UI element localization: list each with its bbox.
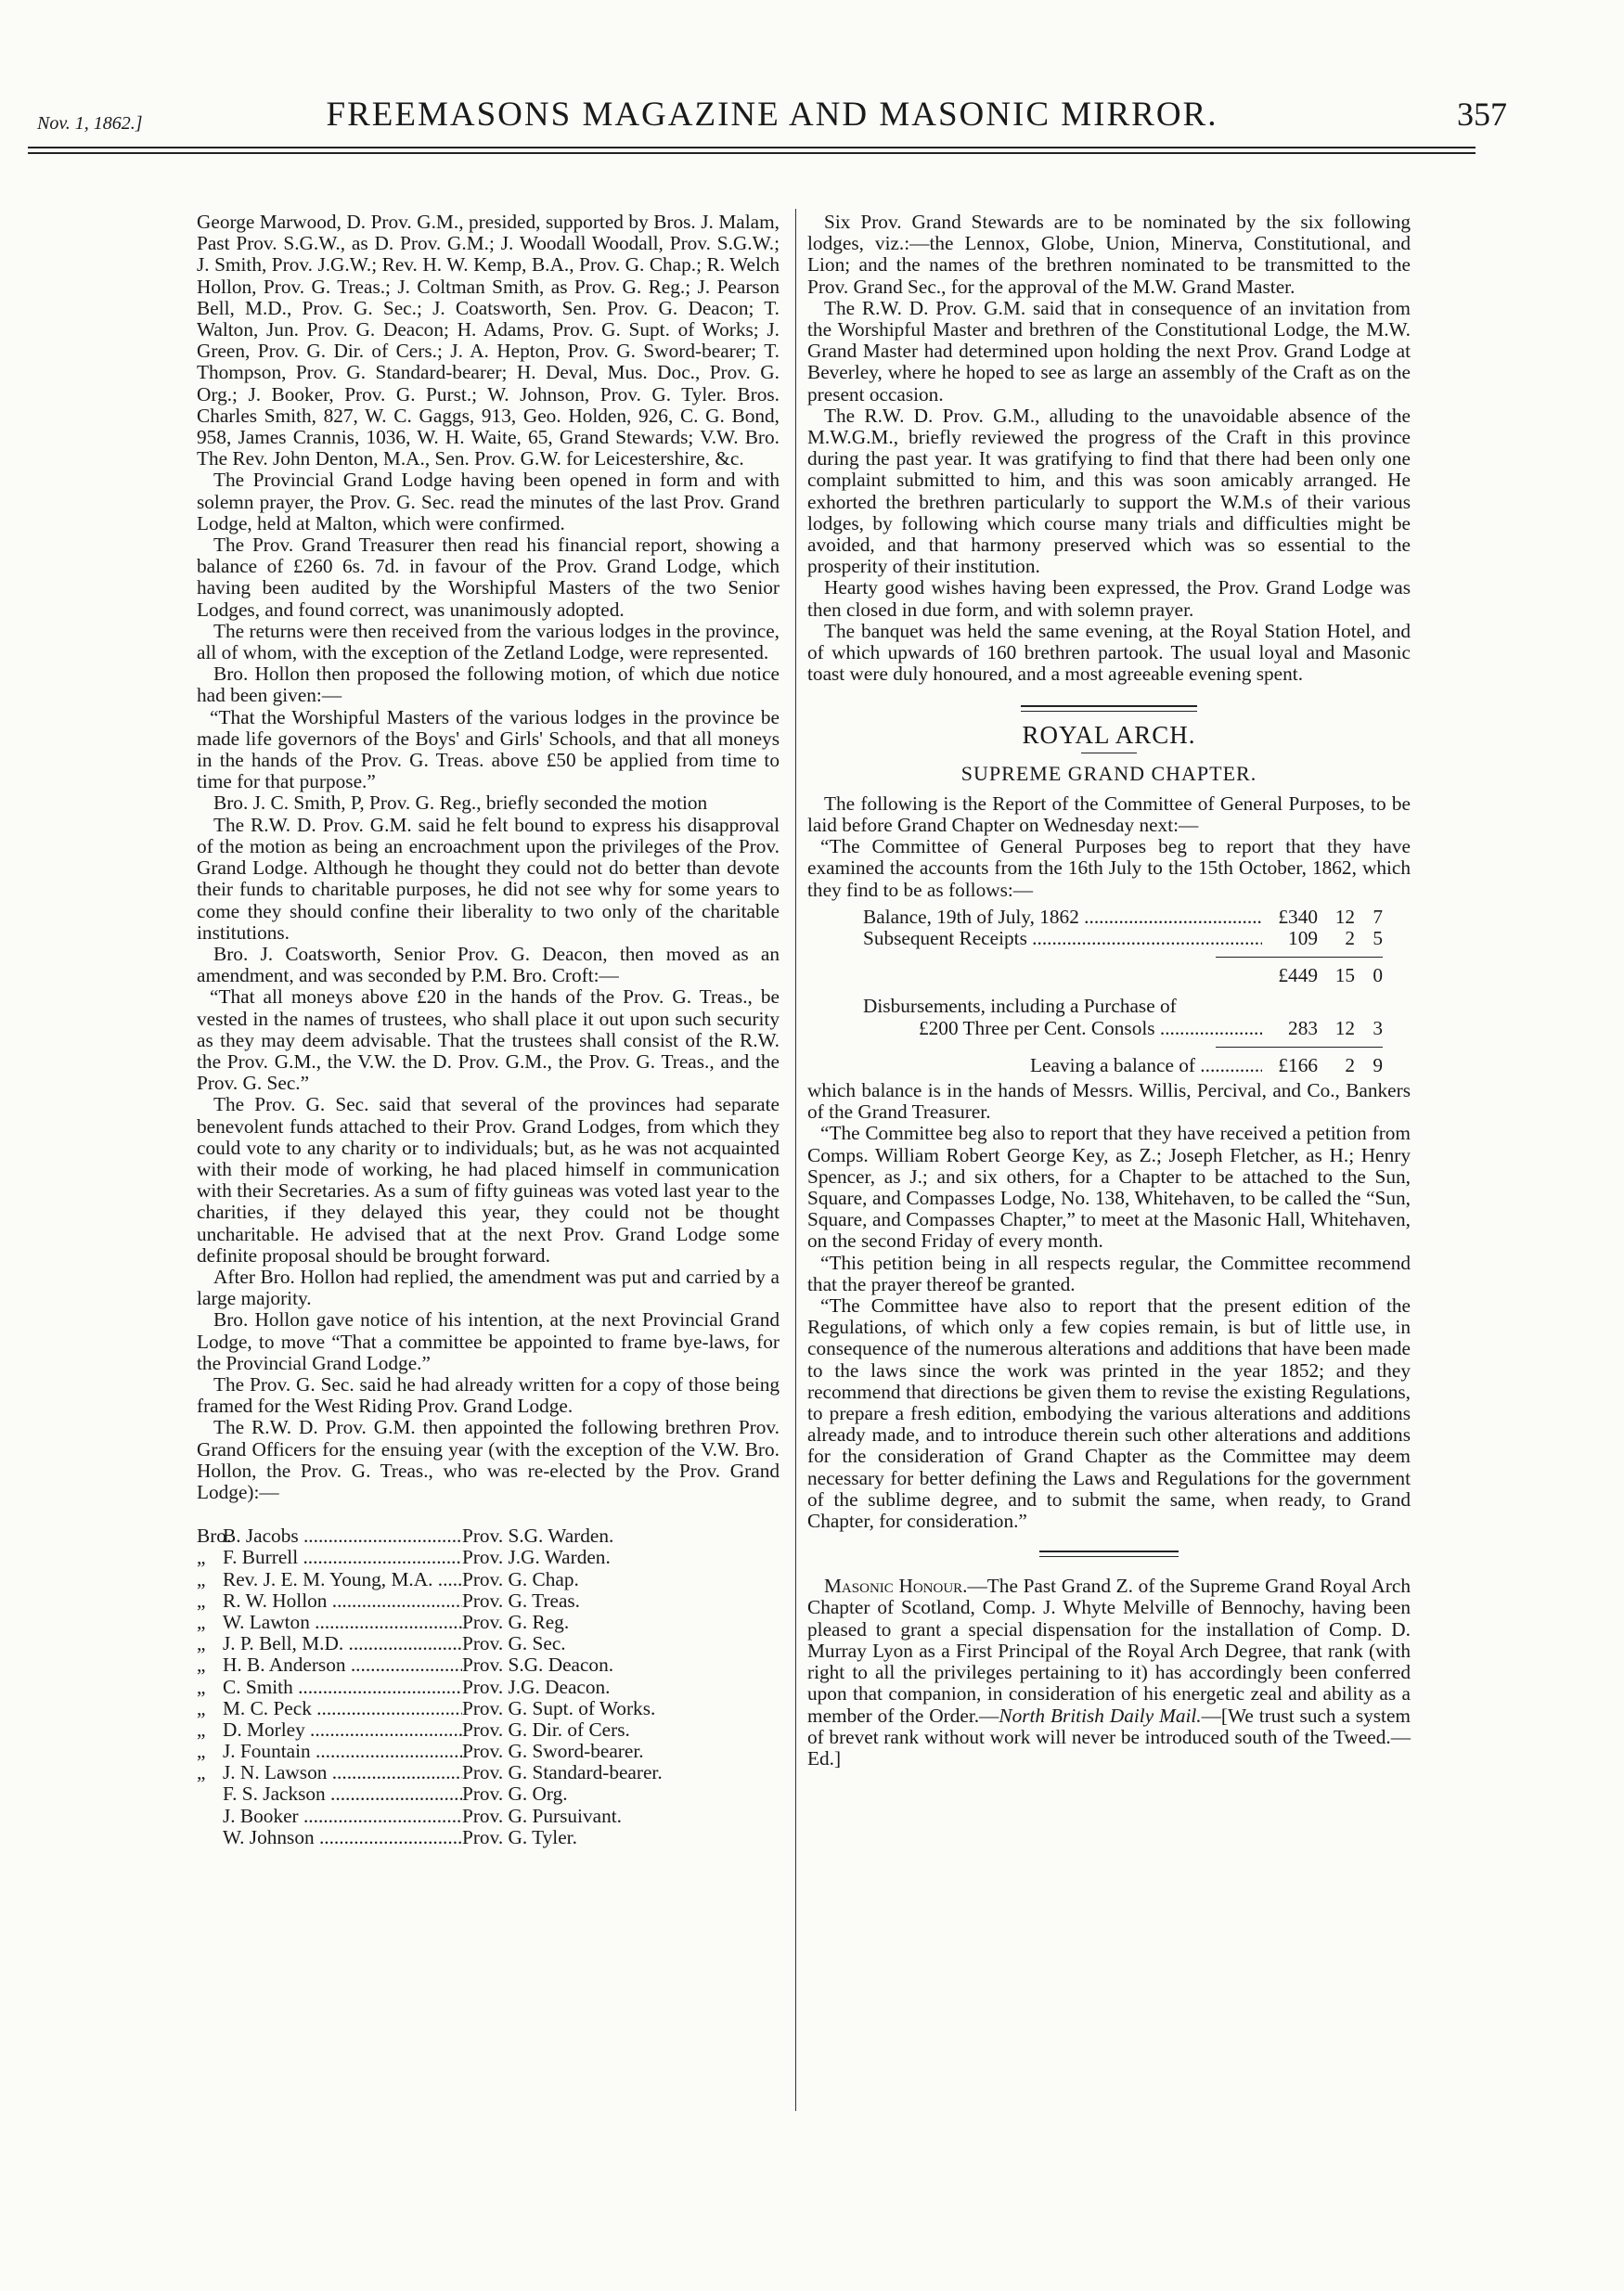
officer-row [197,1547,780,1568]
officer-office: Prov. G. Pursuivant. [462,1804,622,1827]
left-paragraph: The Prov. Grand Treasurer then read his financial report, showing a balance of £260 6s. 7d. in favour of the Prov. Grand Lodge, which having been audited by the Worshipful Masters of the two Senior Lodges, and found correct, was unanimously adopted. [197,534,780,621]
officer-row [197,1719,780,1741]
left-paragraph: The R.W. D. Prov. G.M. then appointed the following brethren Prov. Grand Officers for the ensuing year (with the exception of the V.W. Bro. Hollon, the Prov. G. Treas., who was re-elected by the Prov. Grand Lodge):— [197,1416,780,1503]
officer-row [197,1569,780,1590]
officer-prefix: „ [197,1589,206,1612]
officer-prefix: „ [197,1546,206,1569]
right-paragraph: The R.W. D. Prov. G.M. said that in consequence of an invitation from the Worshipful Master and brethren of the Constitutional Lodge, the M.W. Grand Master had determined upon holding the next Prov. Grand Lodge at Beverley, where he hoped to see as large an assembly of the Craft as on the present occasion. [807,296,1411,405]
account-shillings: 12 [1334,1016,1355,1039]
masonic-honour-note: —[We trust such a system of brevet rank without work will never be introduced south of the Tweed.—Ed.] [807,1704,1411,1770]
account-label [863,965,1262,986]
account-pounds: £340 [1278,905,1318,928]
left-paragraph: The R.W. D. Prov. G.M. said he felt bound to express his disapproval of the motion as being an encroachment upon the privileges of the Prov. Grand Lodge. Although he thought they could not do better than devote their funds to charitable purposes, he did not see why for some years to come they should confine their liberality to two only of the charitable institutions. [197,813,780,944]
officer-prefix: „ [197,1740,206,1763]
left-paragraph: “That the Worshipful Masters of the various lodges in the province be made life governors of the Boys' and Girls' Schools, and that all moneys in the hands of the Prov. G. Treas. above £50 be applied from time to time for that purpose.” [197,705,780,793]
officer-office: Prov. G. Sec. [462,1632,566,1655]
account-label: Leaving a balance of ..... [863,1055,1262,1076]
officer-prefix [197,1783,223,1805]
account-row [863,996,1383,1017]
officer-row [197,1590,780,1612]
account-pounds: £449 [1278,964,1318,987]
officer-name: J. P. Bell, M.D. ..... [223,1633,462,1654]
account-pence: 9 [1373,1053,1383,1076]
account-row [863,965,1383,986]
account-pounds: £166 [1278,1053,1318,1076]
officer-prefix: „ [197,1761,206,1784]
right-paragraph: “This petition being in all respects regular, the Committee recommend that the prayer thereof be granted. [807,1251,1411,1295]
officer-prefix: „ [197,1567,206,1590]
masonic-honour-text: —The Past Grand Z. of the Supreme Grand Royal Arch Chapter of Scotland, Comp. J. Whyte Melville of Bennochy, having been pleased to grant a special dispensation for the installation of Comp. D. Murray Lyon as a First Principal of the Royal Arch Degree, that rank (with right to all the privileges pertaining to it) has accordingly been conferred upon that companion, in consideration of his energetic zeal and ability as a member of the Order.— [807,1575,1411,1727]
officer-name: W. Johnson ..... [223,1827,462,1848]
officer-office: Prov. G. Standard-bearer. [462,1761,663,1784]
right-paragraph: The banquet was held the same evening, at the Royal Station Hotel, and of which upwards of 160 brethren partook. The usual loyal and Masonic toast were duly honoured, and a most agreeable evening spent. [807,619,1411,686]
account-label: Subsequent Receipts ..... [863,928,1262,949]
officer-office: Prov. G. Org. [462,1783,568,1806]
right-paragraph: Six Prov. Grand Stewards are to be nominated by the six following lodges, viz.:—the Lennox, Globe, Union, Minerva, Constitutional, and Lion; and the names of the brethren nominated to be transmitted to the Prov. Grand Sec., for the approval of the M.W. Grand Master. [807,211,1411,298]
officer-name: F. Burrell ..... [223,1547,462,1568]
officer-prefix: „ [197,1675,206,1698]
section-divider [1021,705,1197,712]
officer-row [197,1806,780,1827]
officer-office: Prov. G. Chap. [462,1567,579,1590]
left-paragraph: The Provincial Grand Lodge having been opened in form and with solemn prayer, the Prov. G. Sec. read the minutes of the last Prov. Grand Lodge, held at Malton, which were confirmed. [197,469,780,534]
left-paragraph: “That all moneys above £20 in the hands of the Prov. G. Treas., be vested in the names of trustees, who shall place it out upon such security as they may deem advisable. That the trustees shall consist of the R.W. the Prov. G.M., the V.W. the D. Prov. G.M., the Prov. G. Treas., and the Prov. G. Sec.” [197,985,780,1095]
officer-row [197,1677,780,1698]
officer-name: B. Jacobs ..... [223,1525,462,1547]
left-paragraph: Bro. J. Coatsworth, Senior Prov. G. Deacon, then moved as an amendment, and was seconded by P.M. Bro. Croft:— [197,942,780,987]
officer-name: D. Morley ..... [223,1719,462,1741]
officer-prefix [197,1827,223,1848]
officer-name: R. W. Hollon ..... [223,1590,462,1612]
account-label: Balance, 19th of July, 1862 ..... [863,907,1262,928]
officer-name: F. S. Jackson ..... [223,1783,462,1805]
account-sum-rule [1216,957,1383,958]
right-paragraph: “The Committee beg also to report that they have received a petition from Comps. William Robert George Key, as Z.; Joseph Fletcher, as H.; Henry Spencer, as J.; and six others, for a Chapter to be attached to the Sun, Square, and Compasses Lodge, No. 138, Whitehaven, to be called the “Sun, Square, and Compasses Chapter,” to meet at the Masonic Hall, Whitehaven, on the second Friday of every month. [807,1122,1411,1253]
account-row [863,907,1383,928]
officer-name: J. N. Lawson ..... [223,1762,462,1783]
account-shillings: 12 [1334,905,1355,928]
officer-row [197,1654,780,1676]
left-paragraph: George Marwood, D. Prov. G.M., presided, supported by Bros. J. Malam, Past Prov. S.G.W., as D. Prov. G.M.; J. Woodall Woodall, Prov. S.G.W.; J. Smith, Prov. J.G.W.; Rev. H. W. Kemp, B.A., Prov. G. Chap.; R. Welch Hollon, Prov. G. Treas.; J. Coltman Smith, as Prov. G. Reg.; J. Pearson Bell, M.D., Prov. G. Sec.; J. Coatsworth, Sen. Prov. G. Deacon; T. Walton, Jun. Prov. G. Deacon; H. Adams, Prov. G. Supt. of Works; J. Green, Prov. G. Dir. of Cers.; J. A. Hepton, Prov. G. Sword-bearer; T. Thompson, Prov. G. Standard-bearer; H. Deval, Mus. Doc., Prov. G. Org.; J. Booker, Prov. G. Purst.; W. Johnson, Prov. G. Tyler. Bros. Charles Smith, 827, W. C. Gaggs, 913, Geo. Holden, 926, C. G. Bond, 958, James Crannis, 1036, W. H. Waite, 65, Grand Stewards; V.W. Bro. The Rev. John Denton, M.A., Sen. Prov. G.W. for Leicestershire, &c. [197,211,780,470]
left-paragraph: After Bro. Hollon had replied, the amendment was put and carried by a large majority. [197,1265,780,1310]
account-row [863,1018,1383,1039]
left-paragraph: The returns were then received from the various lodges in the province, all of whom, with the exception of the Zetland Lodge, were represented. [197,619,780,664]
officer-prefix: Bro. [197,1525,232,1548]
masonic-honour-paragraph [807,1576,1411,1770]
account-label: £200 Three per Cent. Consols ..... [863,1018,1262,1039]
officer-name: J. Booker ..... [223,1806,462,1827]
officer-office: Prov. S.G. Deacon. [462,1654,614,1677]
account-row [863,1055,1383,1076]
officer-office: Prov. J.G. Warden. [462,1546,611,1569]
accounts-table [863,907,1383,1076]
officer-name: W. Lawton ..... [223,1612,462,1633]
officer-row [197,1698,780,1719]
officer-office: Prov. G. Treas. [462,1589,581,1612]
officer-prefix: „ [197,1696,206,1719]
officer-office: Prov. J.G. Deacon. [462,1675,611,1698]
officer-row [197,1762,780,1783]
right-paragraph: Hearty good wishes having been expressed, the Prov. Grand Lodge was then closed in due form, and with solemn prayer. [807,576,1411,621]
account-pence: 0 [1373,964,1383,987]
account-row [863,928,1383,949]
officer-office: Prov. G. Reg. [462,1610,570,1633]
account-pounds: 109 [1288,927,1318,950]
magazine-title: FREEMASONS MAGAZINE AND MASONIC MIRROR. [326,96,1218,134]
masonic-honour-source: North British Daily Mail. [999,1704,1202,1727]
officer-office: Prov. S.G. Warden. [462,1525,614,1548]
officer-row [197,1783,780,1805]
officer-office: Prov. G. Dir. of Cers. [462,1718,630,1741]
left-paragraph: Bro. Hollon gave notice of his intention, at the next Provincial Grand Lodge, to move “That a committee be appointed to frame bye-laws, for the Provincial Grand Lodge.” [197,1308,780,1374]
officer-row [197,1633,780,1654]
right-paragraph: which balance is in the hands of Messrs. Willis, Percival, and Co., Bankers of the Grand Treasurer. [807,1079,1411,1124]
page-header [37,93,1507,134]
right-paragraph: The following is the Report of the Committee of General Purposes, to be laid before Grand Chapter on Wednesday next:— [807,792,1411,837]
officer-name: C. Smith ..... [223,1677,462,1698]
header-rule-bottom [28,152,1476,154]
officer-row [197,1612,780,1633]
account-pence: 5 [1373,927,1383,950]
left-paragraph: The Prov. G. Sec. said he had already written for a copy of those being framed for the West Riding Prov. Grand Lodge. [197,1372,780,1418]
officer-prefix [197,1806,223,1827]
issue-date: Nov. 1, 1862.] [37,113,143,134]
section-subheading: SUPREME GRAND CHAPTER. [960,761,1257,785]
officer-office: Prov. G. Supt. of Works. [462,1696,656,1719]
account-shillings: 2 [1345,1053,1355,1076]
officer-row [197,1827,780,1848]
officer-office: Prov. G. Sword-bearer. [462,1740,644,1763]
officer-prefix: „ [197,1654,206,1677]
officer-row [197,1741,780,1762]
page-number: 357 [1457,96,1507,133]
left-paragraph: Bro. J. C. Smith, P, Prov. G. Reg., briefly seconded the motion [213,792,708,815]
left-paragraph: The Prov. G. Sec. said that several of the provinces had separate benevolent funds attached to their Prov. Grand Lodges, from which they could vote to any charity or to individuals; but, as he was not acquainted with their mode of working, he had placed himself in communication with their Secretaries. As a sum of fifty guineas was voted last year to the charities, if they delayed this year, they could not be thought uncharitable. He advised that at the next Prov. Grand Lodge some definite proposal should be brought forward. [197,1093,780,1267]
column-separator [795,209,796,2111]
left-paragraph: Bro. Hollon then proposed the following motion, of which due notice had been given:— [197,663,780,707]
officer-name: J. Fountain ..... [223,1741,462,1762]
account-shillings: 15 [1334,964,1355,987]
section-heading: ROYAL ARCH. [1022,721,1196,750]
account-pounds: 283 [1288,1016,1318,1039]
header-rule-top [28,147,1476,148]
section-divider [1039,1551,1179,1557]
officer-prefix: „ [197,1718,206,1741]
officer-name: Rev. J. E. M. Young, M.A. ..... [223,1569,462,1590]
right-paragraph: “The Committee of General Purposes beg to report that they have examined the accounts from the 16th July to the 15th October, 1862, which they find to be as follows:— [807,835,1411,901]
right-column [807,212,1411,1770]
officers-list [197,1525,780,1848]
account-pence: 7 [1373,905,1383,928]
account-shillings: 2 [1345,927,1355,950]
account-pence: 3 [1373,1016,1383,1039]
officer-prefix: „ [197,1632,206,1655]
account-label: Disbursements, including a Purchase of [863,996,1177,1018]
masonic-honour-lead: Masonic Honour. [824,1575,968,1598]
right-paragraph: “The Committee have also to report that the present edition of the Regulations, of which only a few copies remain, is but of little use, in consequence of the numerous alterations and additions that have been made to the laws since the work was printed in the year 1852; and they recommend that directions be given them to revise the existing Regulations, to prepare a fresh edition, embodying the various alterations and additions already made, and to introduce therein such other alterations and additions for the consideration of Grand Chapter as the Committee may deem necessary for better defining the Laws and Regulations for the government of the sublime degree, and to submit the same, when ready, to Grand Chapter, for consideration.” [807,1294,1411,1533]
account-sum-rule [1216,1047,1383,1048]
right-paragraph: The R.W. D. Prov. G.M., alluding to the unavoidable absence of the M.W.G.M., briefly reviewed the progress of the Craft in this province during the past year. It was gratifying to find that there had been only one complaint submitted to him, and this was soon amicably arranged. He exhorted the brethren particularly to support the W.M.s of their various lodges, by following which course many trials and difficulties might be avoided, and that harmony preserved which was so essential to the prosperity of their institution. [807,404,1411,578]
officer-name: M. C. Peck ..... [223,1698,462,1719]
officer-prefix: „ [197,1610,206,1633]
officer-name: H. B. Anderson ..... [223,1654,462,1676]
left-column [197,212,780,1848]
officer-row [197,1525,780,1547]
officer-office: Prov. G. Tyler. [462,1825,577,1848]
